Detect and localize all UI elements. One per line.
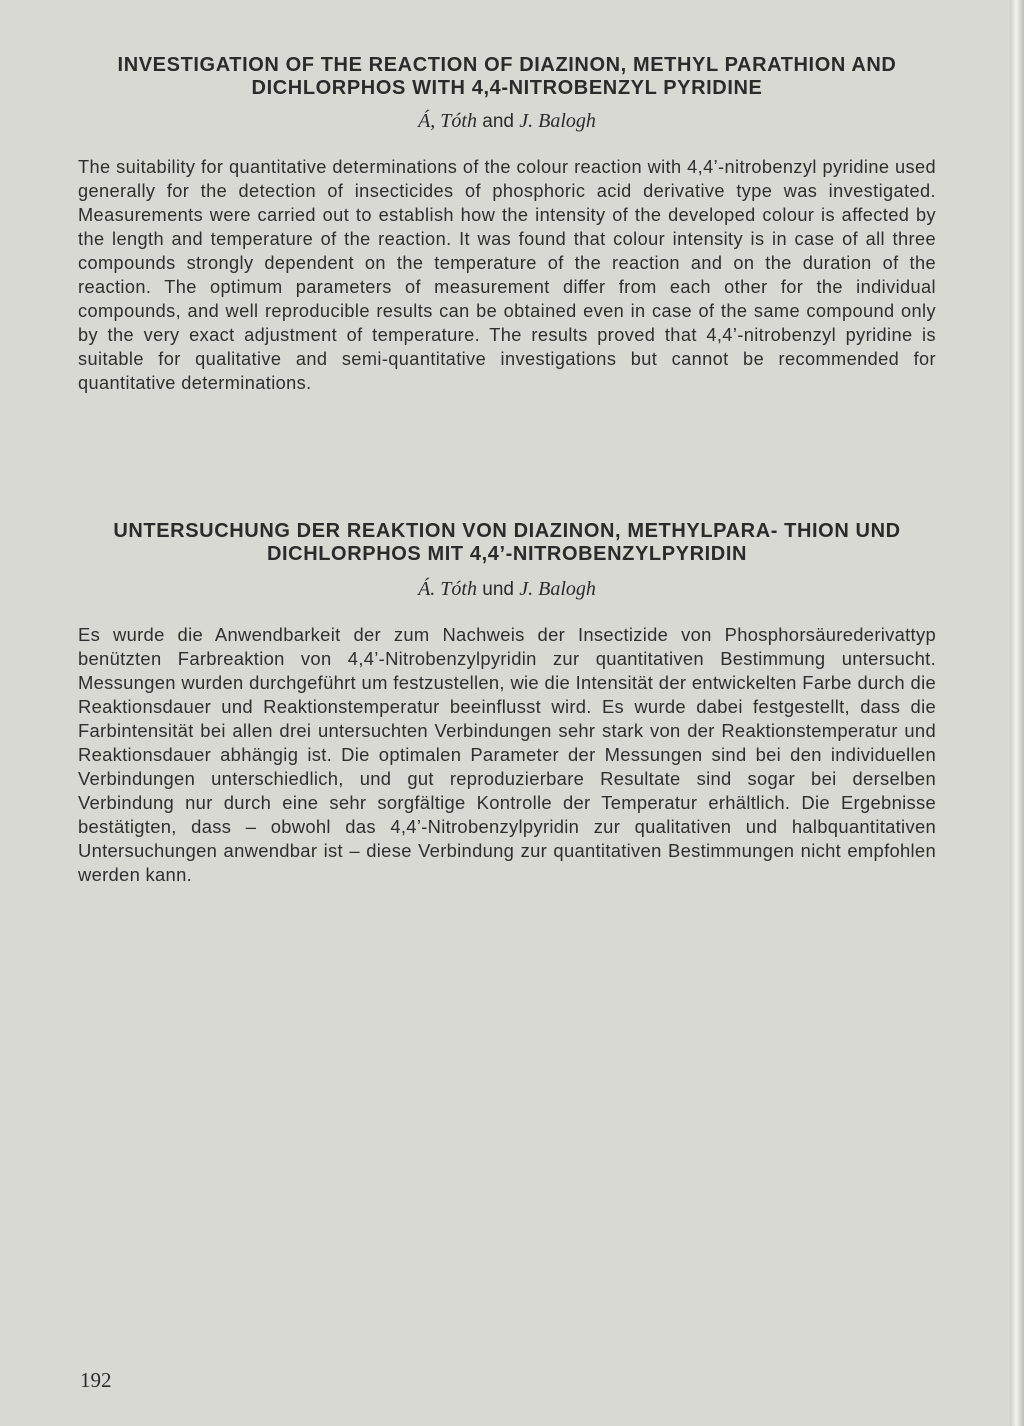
page-number: 192 — [80, 1368, 112, 1392]
german-abstract-text: Es wurde die Anwendbarkeit der zum Nachweis der Insectizide von Phosphorsäurederivattyp benützten Farbreaktion von 4,4’-Nitrobenzylpyridin zur quantitativen Bestimmung untersucht. Messungen wurden durchgeführt um festzustellen, wie die Intensität der entwickelten Farbe durch die Reaktionsdauer und Reaktionstemperatur beeinflusst wird. Es wurde dabei festgestellt, dass die Farbintensität bei allen drei untersuchten Verbindungen sehr stark von der Reaktionstemperatur und Reaktionsdauer abhängig ist. Die optimalen Parameter der Messungen sind bei den individuellen Verbindungen unterschiedlich, und gut reproduzierbare Resultate sind sogar bei derselben Verbindung nur durch eine sehr sorgfältige Kontrolle der Temperatur erhältlich. Die Ergebnisse bestätigten, dass – obwohl das 4,4’-Nitrobenzylpyridin zur qualitativen und halbquantitativen Untersuchungen anwendbar ist – diese Verbindung zur quantitativen Bestimmungen nicht empfohlen werden kann. — [78, 624, 936, 885]
english-author-1: Á, Tóth — [418, 110, 477, 132]
german-abstract-section — [78, 520, 936, 887]
english-author-2: J. Balogh — [519, 110, 596, 132]
english-abstract-section — [78, 54, 936, 395]
german-author-2: J. Balogh — [519, 578, 596, 600]
english-author-conjunction: and — [482, 111, 514, 132]
english-title: INVESTIGATION OF THE REACTION OF DIAZINON, METHYL PARATHION AND DICHLORPHOS WITH 4,4-NITROBENZYL PYRIDINE — [117, 54, 897, 99]
english-abstract-text: The suitability for quantitative determinations of the colour reaction with 4,4’-nitrobenzyl pyridine used generally for the detection of insecticides of phosphoric acid derivative type was investigated. Measurements were carried out to establish how the intensity of the developed colour is affected by the length and temperature of the reaction. It was found that colour intensity is in case of all three compounds strongly dependent on the temperature of the reaction and on the duration of the reaction. The optimum parameters of measurement differ from each other for the individual compounds, and well reproducible results can be obtained even in case of the same compound only by the very exact adjustment of temperature. The results proved that 4,4’-nitrobenzyl pyridine is suitable for qualitative and semi-quantitative investigations but cannot be recommended for quantitative determinations. — [78, 157, 936, 393]
german-title: UNTERSUCHUNG DER REAKTION VON DIAZINON, METHYLPARA- THION UND DICHLORPHOS MIT 4,4’-NITROBENZYLPYRIDIN — [113, 520, 901, 565]
english-authors — [78, 110, 936, 133]
german-authors — [78, 578, 936, 601]
german-author-conjunction: und — [482, 579, 514, 600]
binding-edge — [1010, 0, 1024, 1426]
german-author-1: Á. Tóth — [418, 578, 477, 600]
